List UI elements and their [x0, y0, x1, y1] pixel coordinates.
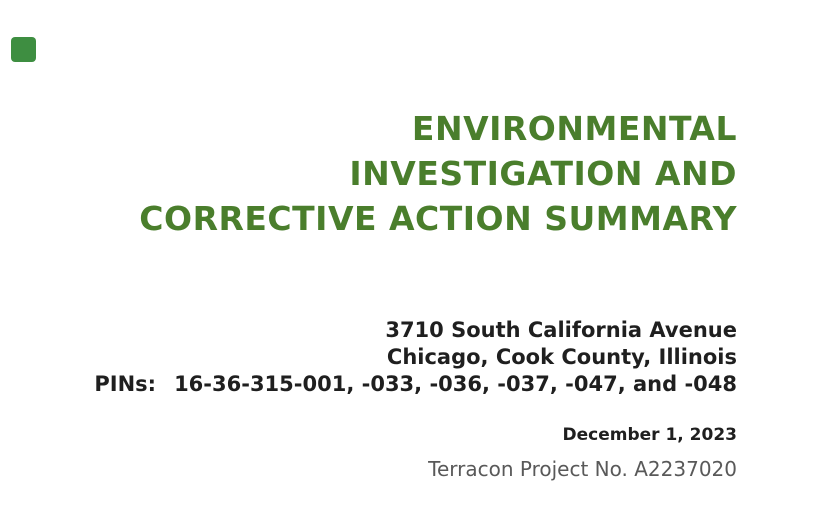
document-title — [0, 106, 737, 241]
pins-label: PINs: — [94, 372, 157, 396]
site-pins-line — [0, 371, 737, 398]
site-address-block — [0, 317, 737, 398]
pins-value: 16-36-315-001, -033, -036, -037, -047, and -048 — [174, 372, 737, 396]
title-line-3: CORRECTIVE ACTION SUMMARY — [139, 199, 737, 238]
title-line-1: ENVIRONMENTAL — [411, 109, 737, 148]
title-line-2: INVESTIGATION AND — [349, 154, 737, 193]
project-number: Terracon Project No. A2237020 — [428, 457, 737, 481]
report-date: December 1, 2023 — [562, 425, 737, 445]
site-address-line-1: 3710 South California Avenue — [385, 318, 737, 342]
site-address-line-2: Chicago, Cook County, Illinois — [386, 345, 737, 369]
